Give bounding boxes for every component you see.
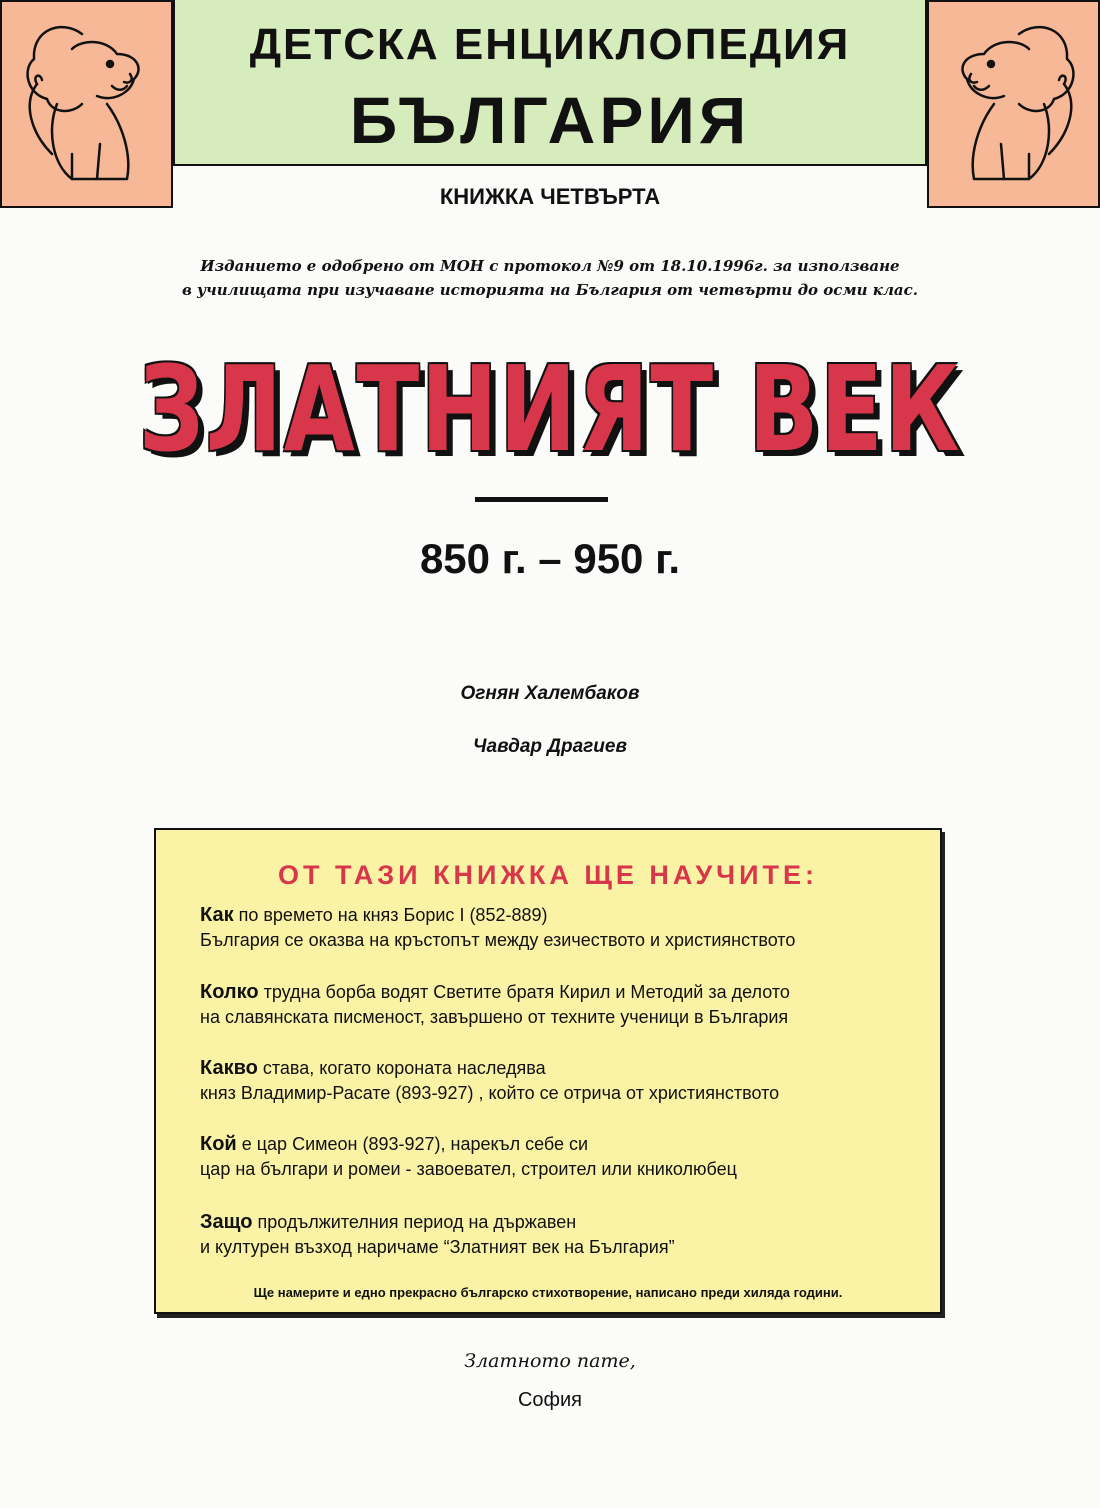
learn-item-text: е цар Симеон (893-927), нарекъл себе си xyxy=(236,1134,589,1154)
publisher-name: Златното пате, xyxy=(464,1350,636,1372)
learn-item xyxy=(200,903,920,953)
learn-box-footnote: Ще намерите и едно прекрасно българско стихотворение, написано преди хиляда години. xyxy=(253,1285,843,1300)
learn-item-lead: Защо xyxy=(200,1211,253,1233)
series-title: ДЕТСКА ЕНЦИКЛОПЕДИЯ xyxy=(249,20,851,69)
learn-item xyxy=(200,1056,920,1106)
period-years: 850 г. – 950 г. xyxy=(419,535,681,582)
learn-item-text: цар на българи и ромеи - завоевател, строител или книколюбец xyxy=(200,1159,737,1179)
author-name: Огнян Халембаков xyxy=(460,683,640,704)
learn-item xyxy=(200,1210,920,1260)
learn-box-heading: ОТ ТАЗИ КНИЖКА ЩЕ НАУЧИТЕ: xyxy=(277,860,819,890)
learn-item-text: продължителния период на държавен xyxy=(252,1212,577,1232)
publisher-city: София xyxy=(517,1389,583,1411)
learn-box xyxy=(154,828,942,1314)
series-subtitle: БЪЛГАРИЯ xyxy=(349,83,751,157)
learn-item-lead: Кой xyxy=(200,1133,237,1155)
learn-item-text: България се оказва на кръстопът между езичеството и християнството xyxy=(200,930,796,950)
learn-item-lead: Какво xyxy=(200,1057,258,1079)
booklet-number: КНИЖКА ЧЕТВЪРТА xyxy=(439,184,661,209)
author-name: Чавдар Драгиев xyxy=(473,736,627,757)
learn-item xyxy=(200,1132,920,1182)
learn-item-text: на славянската писменост, завършено от техните ученици в България xyxy=(200,1007,789,1027)
learn-item-text: княз Владимир-Расате (893-927) , който се отрича от християнството xyxy=(200,1083,780,1103)
learn-item xyxy=(200,980,920,1030)
learn-item-text: по времето на княз Борис I (852-889) xyxy=(233,905,548,925)
learn-item-text: става, когато короната наследява xyxy=(257,1058,546,1078)
lion-icon xyxy=(939,14,1089,194)
learn-item-text: и културен възход наричаме “Златният век на България” xyxy=(200,1237,675,1257)
learn-item-text: трудна борба водят Светите братя Кирил и Методий за делото xyxy=(258,982,790,1002)
book-title: ЗЛАТНИЯТ ВЕК xyxy=(138,340,962,478)
series-header xyxy=(173,0,927,166)
approval-line: в училищата при изучаване историята на България от четвърти до осми клас. xyxy=(181,281,918,299)
title-divider xyxy=(475,497,608,502)
approval-note xyxy=(100,254,1000,302)
learn-item-lead: Колко xyxy=(200,981,259,1003)
lion-illustration-left xyxy=(0,0,173,208)
lion-icon xyxy=(12,14,162,194)
approval-line: Изданието е одобрено от МОН с протокол №9 от 18.10.1996г. за използване xyxy=(200,257,900,275)
lion-illustration-right xyxy=(927,0,1100,208)
learn-item-lead: Как xyxy=(200,904,234,926)
